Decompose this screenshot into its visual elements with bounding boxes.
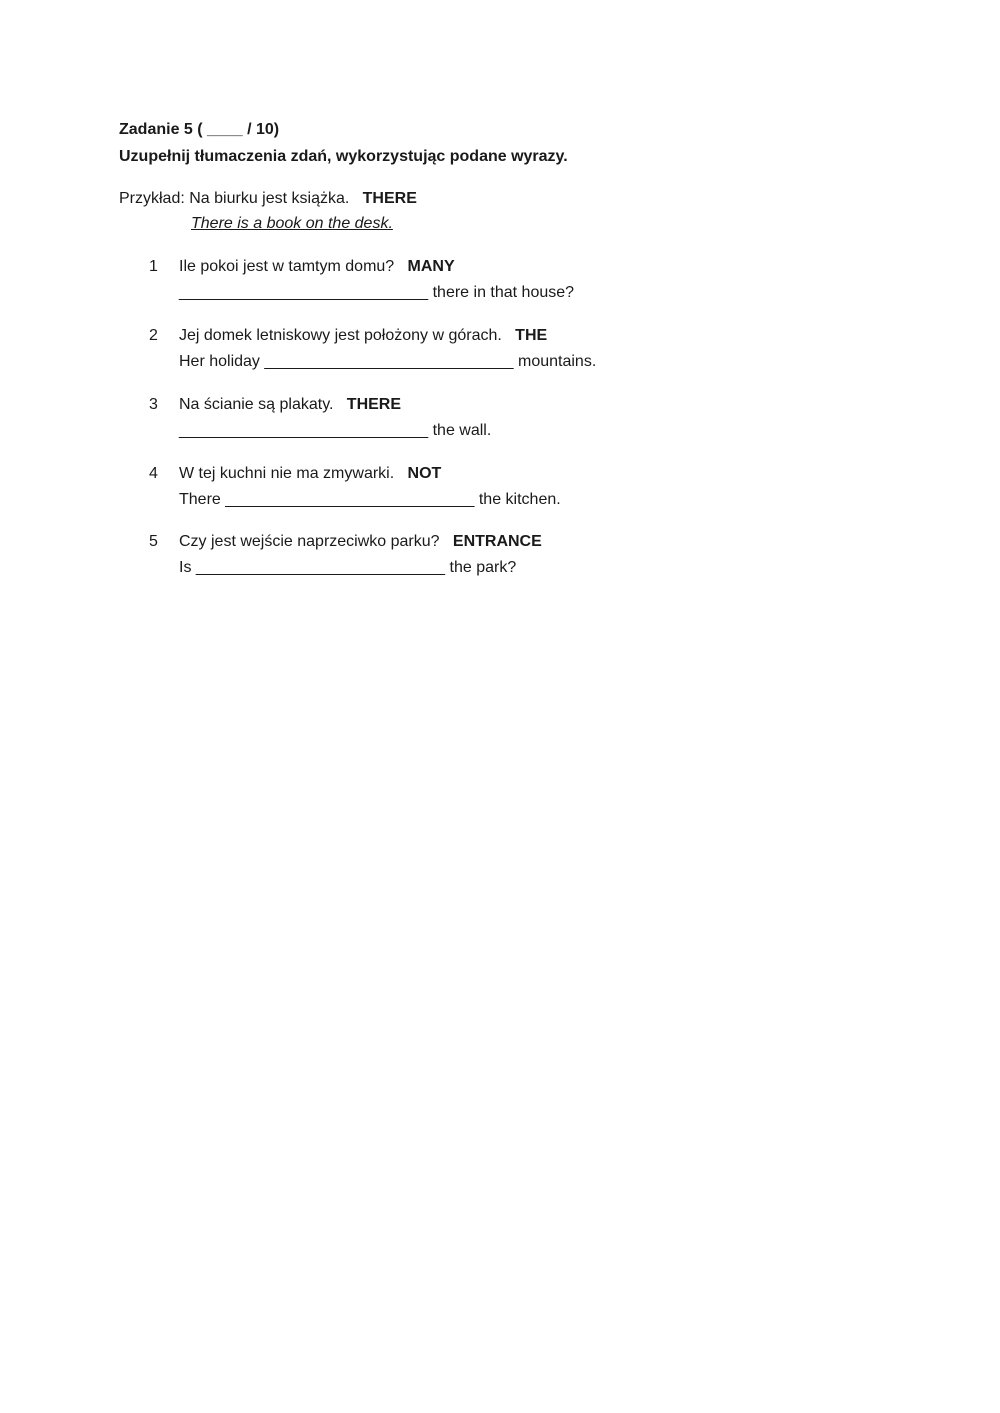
example-label: Przykład: (119, 190, 185, 207)
answer-suffix: the wall. (432, 422, 492, 439)
item-sentence: Ile pokoi jest w tamtym domu? (179, 258, 395, 275)
task-title: Zadanie 5 ( ____ / 10) (119, 121, 280, 138)
item-sentence: Czy jest wejście naprzeciwko parku? (179, 533, 440, 550)
example-answer: There is a book on the desk. (191, 215, 393, 232)
example-sentence: Na biurku jest książka. (189, 190, 350, 207)
item-number: 2 (149, 327, 158, 344)
item-answer-line (179, 558, 516, 578)
answer-blank[interactable]: ____________________________ (264, 353, 514, 370)
item-number: 4 (149, 465, 158, 482)
answer-blank[interactable]: ____________________________ (225, 491, 475, 508)
answer-prefix: Is (179, 559, 192, 576)
task-instruction: Uzupełnij tłumaczenia zdań, wykorzystując podane wyrazy. (119, 148, 568, 165)
answer-suffix: the kitchen. (478, 491, 561, 508)
item-keyword: MANY (407, 258, 455, 275)
item-keyword: ENTRANCE (452, 533, 542, 550)
answer-prefix: Her holiday (179, 353, 260, 370)
item-keyword: THE (515, 327, 548, 344)
answer-suffix: the park? (449, 559, 517, 576)
item-prompt (179, 532, 542, 552)
item-number: 5 (149, 533, 158, 550)
item-prompt (179, 326, 547, 346)
answer-suffix: there in that house? (432, 284, 575, 301)
item-sentence: Na ścianie są plakaty. (179, 396, 334, 413)
item-answer-line (179, 352, 596, 372)
item-prompt (179, 395, 401, 415)
item-sentence: Jej domek letniskowy jest położony w górach. (179, 327, 502, 344)
answer-blank[interactable]: ____________________________ (179, 284, 429, 301)
answer-suffix: mountains. (518, 353, 597, 370)
answer-prefix: There (179, 491, 221, 508)
example-keyword: THERE (362, 190, 417, 207)
item-number: 1 (149, 258, 158, 275)
answer-blank[interactable]: ____________________________ (179, 422, 429, 439)
answer-blank[interactable]: ____________________________ (195, 559, 446, 576)
example-prompt (119, 189, 417, 209)
item-answer-line (179, 421, 491, 441)
item-keyword: NOT (407, 465, 442, 482)
item-number: 3 (149, 396, 158, 413)
item-keyword: THERE (346, 396, 402, 413)
item-answer-line (179, 283, 574, 303)
item-prompt (179, 257, 455, 277)
item-sentence: W tej kuchni nie ma zmywarki. (179, 465, 395, 482)
item-prompt (179, 464, 441, 484)
item-answer-line (179, 490, 561, 510)
